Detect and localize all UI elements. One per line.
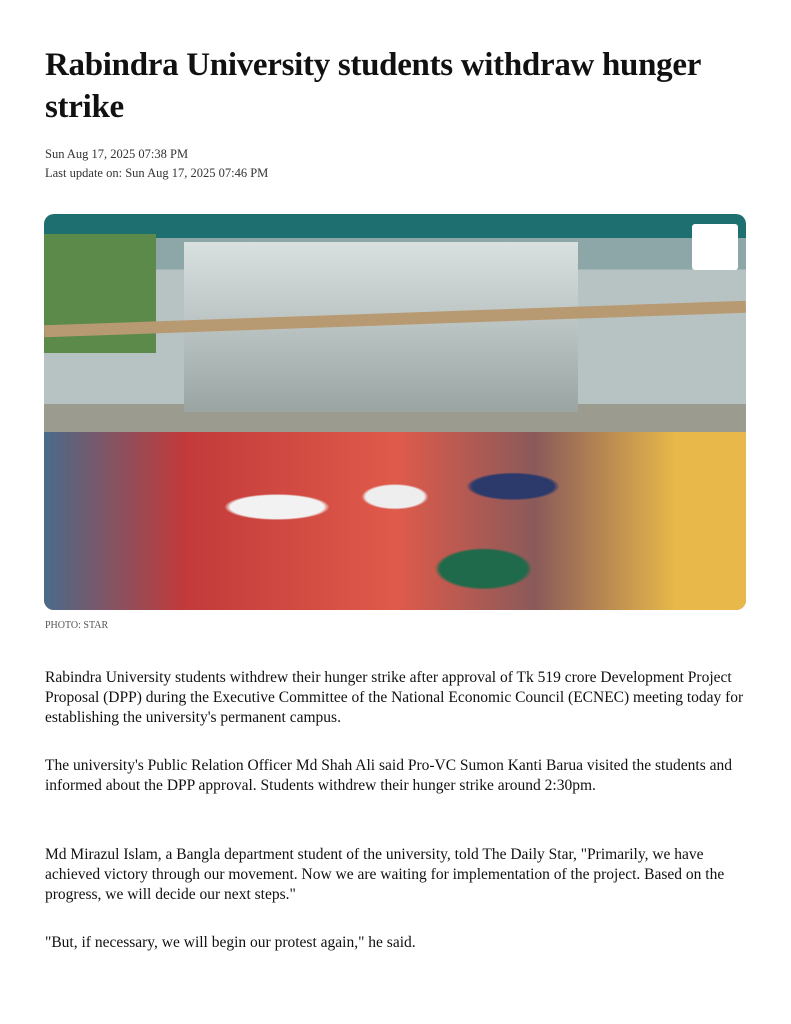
updated-date: Last update on: Sun Aug 17, 2025 07:46 PM	[45, 166, 269, 180]
paragraph: "But, if necessary, we will begin our protest again," he said.	[45, 934, 416, 951]
published-date: Sun Aug 17, 2025 07:38 PM	[45, 147, 189, 161]
photo-overlay-box	[692, 224, 738, 270]
photo-students	[100, 404, 690, 610]
article-photo	[44, 214, 746, 610]
paragraph: Md Mirazul Islam, a Bangla department student of the university, told The Daily Star, "Primarily, we have achieved victory through our movement. Now we are waiting for implementation of the project. Based on the progress, we will decide our next steps."	[45, 846, 725, 903]
paragraph: Rabindra University students withdrew their hunger strike after approval of Tk 519 crore Development Project Proposal (DPP) during the Executive Committee of the National Economic Council (ECNEC) meeting today for establishing the university's permanent campus.	[45, 669, 744, 726]
article-title: Rabindra University students withdraw hunger strike	[45, 47, 701, 125]
paragraph: The university's Public Relation Officer Md Shah Ali said Pro-VC Sumon Kanti Barua visited the students and informed about the DPP approval. Students withdrew their hunger strike around 2:30pm.	[45, 757, 733, 794]
photo-credit: PHOTO: STAR	[45, 620, 109, 631]
